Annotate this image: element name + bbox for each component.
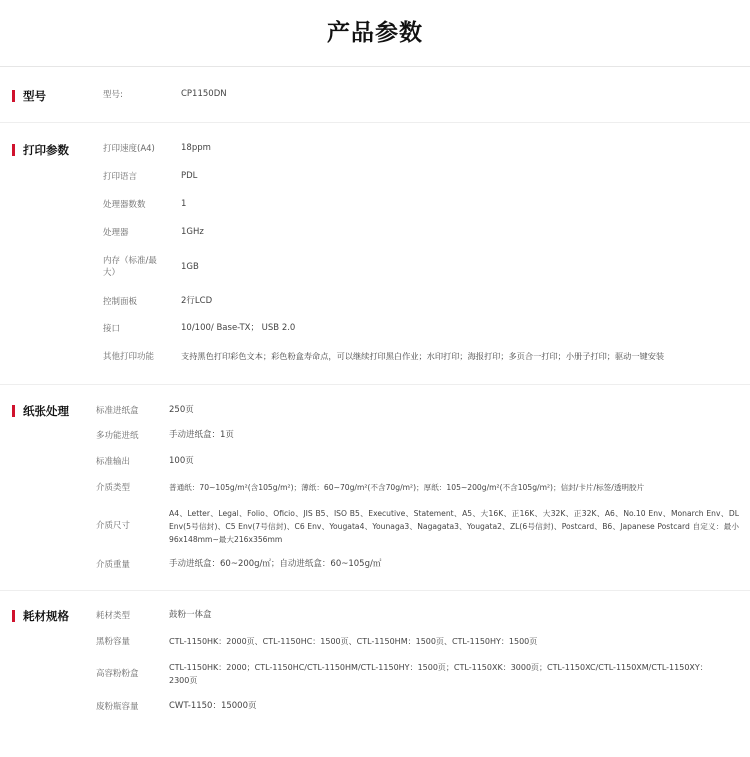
spec-row — [103, 198, 186, 211]
spec-value: 10/100/ Base-TX； USB 2.0 — [181, 323, 296, 333]
spec-label: 处理器数数 — [103, 199, 146, 210]
spec-value: 18ppm — [181, 143, 211, 153]
section-title: 纸张处理 — [23, 404, 69, 418]
section-header-consumables — [12, 608, 69, 624]
spec-row — [96, 700, 257, 713]
section-accent-bar — [12, 610, 15, 622]
section-title: 型号 — [23, 89, 46, 103]
spec-row — [103, 295, 212, 308]
spec-row — [103, 88, 227, 101]
spec-row — [96, 660, 709, 688]
spec-label: 高容粉粉盒 — [96, 669, 139, 679]
section-title: 打印参数 — [23, 143, 69, 157]
spec-row — [96, 481, 739, 494]
spec-label: 介质重量 — [96, 559, 131, 570]
spec-value: CTL-1150HK：2000页、CTL-1150HC：1500页、CTL-1150HM：1500页、CTL-1150HY：1500页 — [169, 637, 538, 646]
spec-row — [103, 170, 197, 183]
section-header-paper-handling — [12, 403, 69, 419]
spec-label: 多功能进纸 — [96, 430, 139, 441]
spec-row — [96, 558, 381, 571]
spec-value: 手动进纸盒：1页 — [169, 430, 234, 440]
spec-value: CWT-1150：15000页 — [169, 701, 257, 711]
spec-value: 普通纸：70~105g/m²(含105g/m²)；薄纸：60~70g/m²(不含70g/m²)；厚纸：105~200g/m²(不含105g/m²)；信封/卡片/标签/透明胶片 — [169, 483, 645, 492]
spec-row — [103, 142, 211, 155]
section-divider — [0, 590, 750, 591]
spec-label: 处理器 — [103, 227, 129, 238]
spec-value: A4、Letter、Legal、Folio、Oficio、JIS B5、ISO B5、Executive、Statement、A5、大16K、正16K、大32K、正32K、A6、No.10 Env、Monarch Env、DL Env(5号信封)、C5 Env(7号信封)、C6 Env、Yougata4、Younaga3、Nagagata3、Yougata2、ZL(6号信封)、Postcard、B6、Japanese Postcard 自定义：最小96x148mm~最大216x356mm — [169, 508, 739, 544]
spec-row — [103, 322, 295, 335]
spec-label: 介质类型 — [96, 482, 131, 493]
section-accent-bar — [12, 405, 15, 417]
spec-label: 耗材类型 — [96, 610, 131, 621]
spec-value: PDL — [181, 171, 198, 181]
spec-value: 1 — [181, 199, 187, 209]
spec-row — [103, 350, 741, 363]
spec-row — [103, 226, 204, 239]
spec-label: 型号: — [103, 89, 123, 100]
spec-value: 250页 — [169, 405, 194, 415]
section-accent-bar — [12, 144, 15, 156]
section-accent-bar — [12, 90, 15, 102]
page-title: 产品参数 — [327, 20, 423, 46]
spec-label: 黑粉容量 — [96, 636, 131, 647]
spec-value: 手动进纸盒：60~200g/㎡；自动进纸盒：60~105g/㎡ — [169, 559, 382, 569]
spec-row — [96, 609, 212, 622]
spec-row — [96, 635, 739, 648]
spec-row — [103, 254, 199, 280]
spec-label: 控制面板 — [103, 296, 138, 307]
spec-value: 鼓粉一体盒 — [169, 610, 212, 620]
spec-value: 1GHz — [181, 227, 204, 237]
spec-value: 2行LCD — [181, 296, 213, 306]
spec-label: 其他打印功能 — [103, 351, 155, 362]
spec-value: CP1150DN — [181, 89, 227, 99]
spec-label: 标准进纸盒 — [96, 405, 139, 416]
spec-row — [96, 505, 739, 547]
spec-label: 接口 — [103, 323, 121, 334]
spec-value: CTL-1150HK：2000；CTL-1150HC/CTL-1150HM/CTL-1150HY：1500页；CTL-1150XK：3000页；CTL-1150XC/CTL-1150XM/CTL-1150XY：2300页 — [169, 663, 708, 685]
section-header-print-params — [12, 142, 69, 158]
section-divider — [0, 122, 750, 123]
spec-label: 内存（标准/最大） — [103, 256, 157, 278]
divider — [0, 66, 750, 67]
spec-value: 1GB — [181, 261, 199, 272]
spec-row — [96, 404, 194, 417]
spec-label: 打印语言 — [103, 171, 138, 182]
spec-row — [96, 429, 234, 442]
section-title: 耗材规格 — [23, 609, 69, 623]
spec-value: 支持黑色打印彩色文本；彩色粉盒寿命点，可以继续打印黑白作业；水印打印；海报打印；多页合一打印；小册子打印；驱动一键安装 — [181, 351, 665, 361]
spec-label: 标准输出 — [96, 456, 131, 467]
spec-label: 介质尺寸 — [96, 521, 131, 531]
spec-label: 废粉瓶容量 — [96, 701, 139, 712]
section-header-model — [12, 88, 46, 104]
section-divider — [0, 384, 750, 385]
spec-value: 100页 — [169, 456, 194, 466]
spec-row — [96, 455, 194, 468]
spec-label: 打印速度(A4) — [103, 143, 155, 154]
